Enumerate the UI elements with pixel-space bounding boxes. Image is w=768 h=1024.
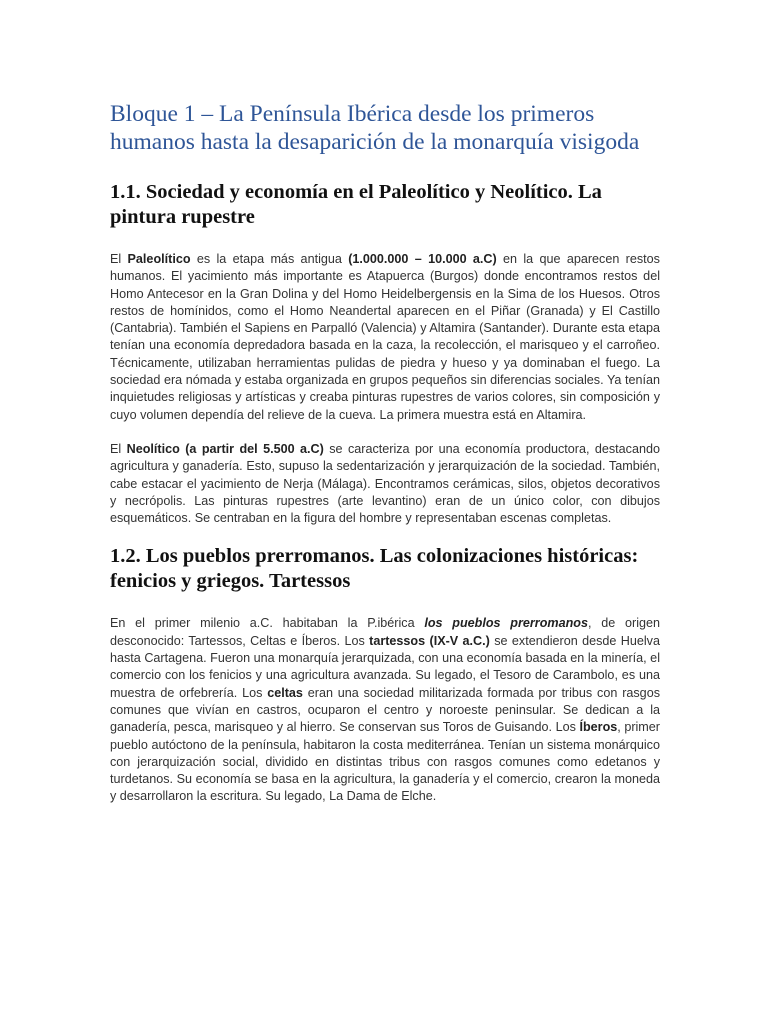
- paragraph-text: El: [110, 441, 127, 456]
- section-heading: 1.2. Los pueblos prerromanos. Las colonizaciones históricas: fenicios y griegos. Tartessos: [110, 545, 639, 593]
- paragraph-text: es la etapa más antigua: [190, 252, 349, 266]
- paragraph-pueblos-prerromanos: [110, 615, 660, 805]
- paragraph-text: se caracteriza por una economía productora, destacando agricultura y ganadería. Esto, supuso la sedentarización y jerarquización de la sociedad. También, cabe estacar el yacimiento de Nerja (Málaga). Encontramos cerámicas, silos, objetos decorativos y necrópolis. Las pinturas rupestres (arte levantino) eran de un único color, con dibujos esquemáticos. Se centraban en la figura del hombre y representaban escenas completas.: [110, 441, 660, 526]
- section-paleolitico-neolitico: [110, 180, 660, 527]
- paragraph-text: El: [110, 252, 128, 266]
- bold-term: Neolítico (a partir del 5.500 a.C): [126, 441, 324, 456]
- section-heading: 1.1. Sociedad y economía en el Paleolítico y Neolítico. La pintura rupestre: [110, 181, 602, 228]
- italic-term: los pueblos prerromanos: [424, 616, 588, 631]
- paragraph-text: se extendieron desde Huelva hasta Cartagena. Fueron una monarquía jerarquizada, con una economía basada en la minería, el comercio con los fenicios y una agricultura avanzada. Su legado, el Tesoro de Carambolo, es una muestra de orfebrería. Los: [110, 633, 660, 700]
- bold-term: celtas: [267, 685, 303, 700]
- paragraph-text: , primer pueblo autóctono de la península, habitaron la costa mediterránea. Tenían un sistema monárquico con jerarquización social, dividido en distintas tribus con rasgos comunes como edetanos y turdetanos. Su economía se basa en la agricultura, la ganadería y el comercio, crearon la moneda y desarrollaron la escritura. Su legado, La Dama de Elche.: [110, 720, 660, 804]
- bold-term: tartessos (IX-V a.C.): [369, 633, 490, 648]
- bold-term: (1.000.000 – 10.000 a.C): [348, 252, 497, 266]
- paragraph-text: , de origen desconocido: Tartessos, Celtas e Íberos. Los: [110, 616, 661, 648]
- paragraph-neolitico: [110, 441, 660, 527]
- bold-term: Íberos: [579, 720, 618, 735]
- paragraph-text: En el primer milenio a.C. habitaban la P.ibérica: [110, 616, 425, 631]
- paragraph-paleolitico: [110, 251, 660, 424]
- bold-italic-term: [424, 616, 588, 630]
- bold-term: Paleolítico: [127, 252, 191, 266]
- section-pueblos-prerromanos: [110, 544, 660, 805]
- paragraph-text: eran una sociedad militarizada formada por tribus con rasgos comunes que vivían en castros, ocuparon el centro y noroeste peninsular. Se dedican a la ganadería, pesca, marisqueo y al hierro. Se conservan sus Toros de Guisando. Los: [110, 685, 660, 735]
- document-title: Bloque 1 – La Península Ibérica desde los primeros humanos hasta la desaparición de la monarquía visigoda: [110, 101, 640, 155]
- paragraph-text: en la que aparecen restos humanos. El yacimiento más importante es Atapuerca (Burgos) donde encontramos restos del Homo Antecesor en la Gran Dolina y del Homo Heidelbergensis en la Sima de los Huesos. Otros restos de homínidos, como el Homo Neandertal aparecen en el Piñar (Granada) y El Castillo (Cantabria). También el Sapiens en Parpalló (Valencia) y Altamira (Santander). Durante esta etapa tenían una economía depredadora basada en la caza, la recolección, el marisqueo y el carroñeo. Técnicamente, utilizaban herramientas pulidas de piedra y hueso y ya dominaban el fuego. La sociedad era nómada y estaba organizada en grupos pequeños sin diferencias sociales. Ya tenían inquietudes religiosas y artísticas y creaba pinturas rupestres de varios colores, sin composición y cuyo volumen dependía del relieve de la cueva. La primera muestra está en Altamira.: [110, 252, 660, 422]
